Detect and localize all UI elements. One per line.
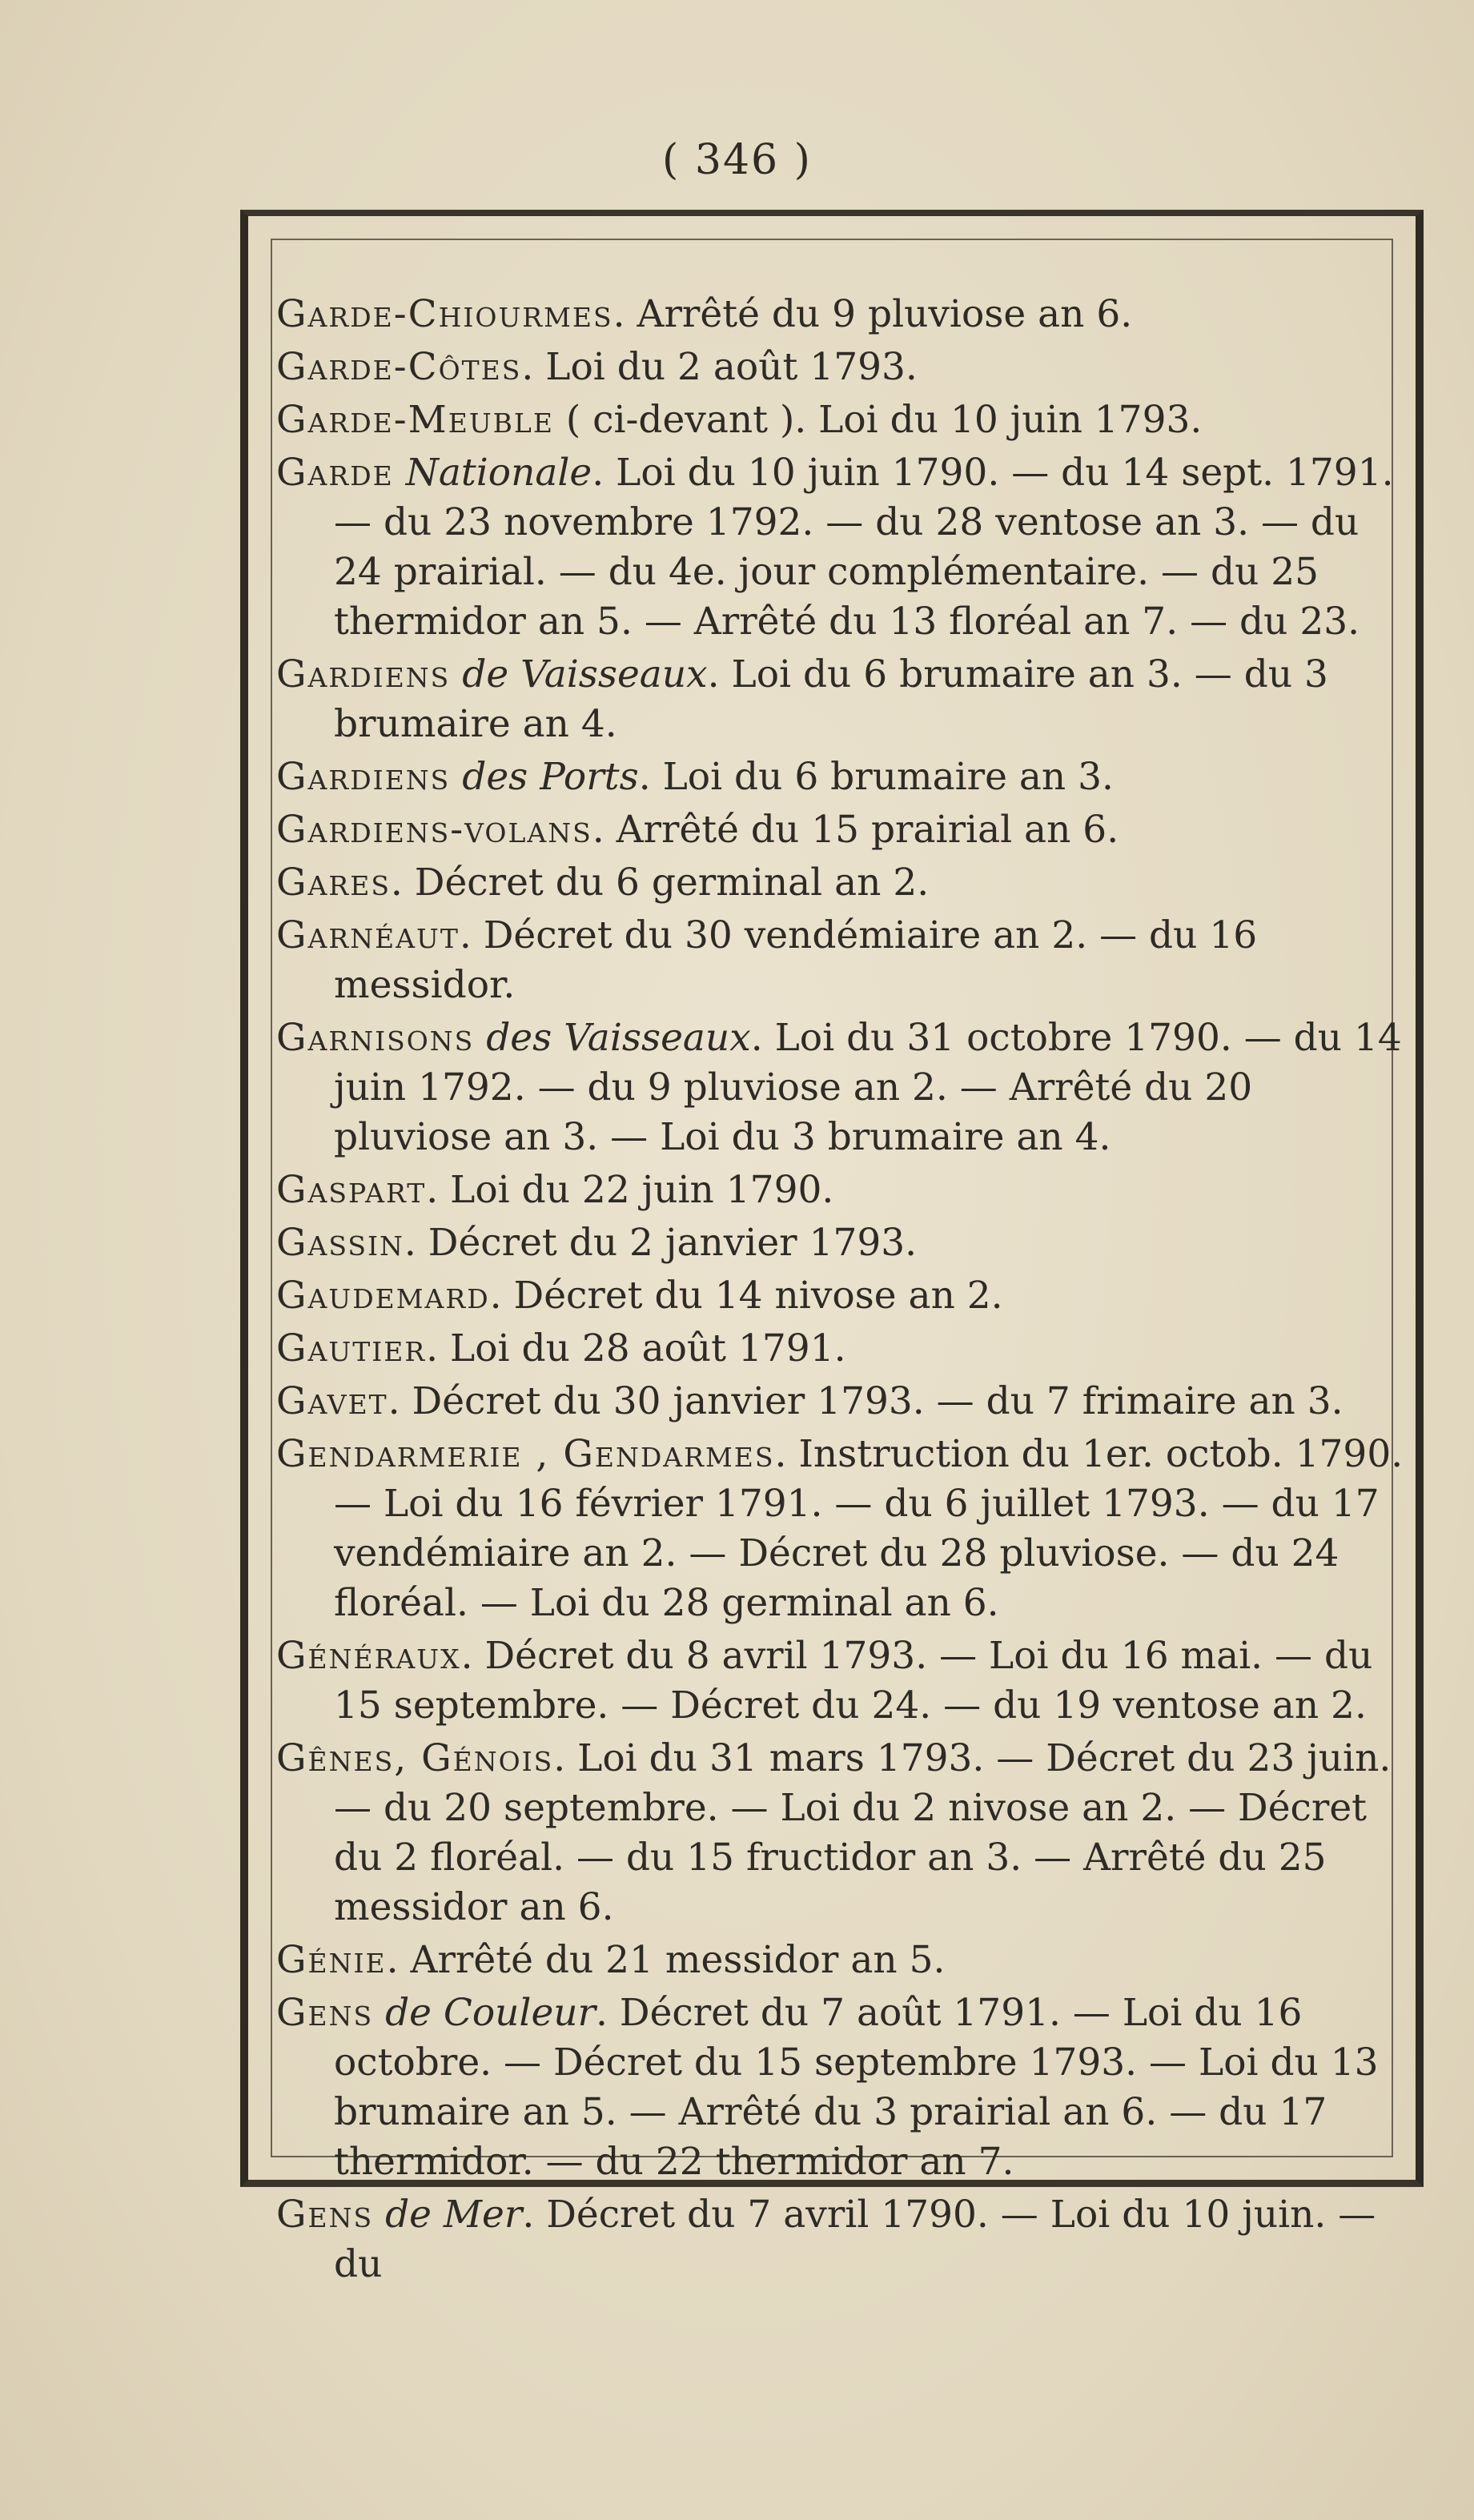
entry-heading: Garnisons bbox=[276, 1016, 475, 1060]
entry-heading: Gaudemard bbox=[276, 1274, 490, 1318]
entry-references: . Arrêté du 9 pluviose an 6. bbox=[612, 292, 1133, 336]
entry-references: . Loi du 31 mars 1793. — Décret du 23 juin. — du 20 septembre. — Loi du 2 nivose an 2. — Décret du 2 floréal. — du 15 fructidor an 3. — Arrêté du 25 messidor an 6. bbox=[334, 1736, 1392, 1929]
entry-qualifier: de Couleur bbox=[373, 1991, 596, 2035]
entry-references: . Loi du 2 août 1793. bbox=[521, 345, 918, 389]
entry-heading: Garde-Meuble bbox=[276, 398, 554, 442]
entry-references: . Arrêté du 21 messidor an 5. bbox=[386, 1938, 946, 1982]
entry-heading: Gassin bbox=[276, 1221, 404, 1265]
index-entry bbox=[276, 290, 1413, 339]
entry-heading: Génie bbox=[276, 1938, 387, 1982]
entry-qualifier: Nationale bbox=[393, 451, 592, 495]
entry-heading: Gênes, Génois bbox=[276, 1736, 554, 1780]
index-entry bbox=[276, 911, 1413, 1010]
entry-references: . Décret du 30 janvier 1793. — du 7 frimaire an 3. bbox=[388, 1379, 1343, 1423]
entry-references: . Décret du 6 germinal an 2. bbox=[390, 861, 930, 905]
index-entry bbox=[276, 1631, 1413, 1731]
entry-heading: Gares bbox=[276, 861, 391, 905]
index-entry bbox=[276, 448, 1413, 647]
index-entry bbox=[276, 1936, 1413, 1985]
page-number: ( 346 ) bbox=[662, 136, 812, 184]
index-entry bbox=[276, 1271, 1413, 1321]
entry-heading: Généraux bbox=[276, 1634, 461, 1678]
index-entry bbox=[276, 752, 1413, 802]
entry-heading: Gautier bbox=[276, 1326, 427, 1370]
entry-heading: Gardiens bbox=[276, 755, 451, 799]
entry-references: . Décret du 8 avril 1793. — Loi du 16 mai. — du 15 septembre. — Décret du 24. — du 19 ventose an 2. bbox=[334, 1634, 1373, 1727]
entry-heading: Gardiens bbox=[276, 652, 451, 696]
entry-heading: Gens bbox=[276, 2193, 374, 2237]
entry-heading: Garde bbox=[276, 451, 394, 495]
entry-qualifier: des Vaisseaux bbox=[474, 1016, 751, 1060]
entry-qualifier: des Ports bbox=[450, 755, 639, 799]
entry-references: . Instruction du 1er. octob. 1790. — Loi du 16 février 1791. — du 6 juillet 1793. — du 17 vendémiaire an 2. — Décret du 28 pluviose. — du 24 floréal. — Loi du 28 germinal an 6. bbox=[334, 1432, 1404, 1625]
entry-references: ( ci-devant ). Loi du 10 juin 1793. bbox=[553, 398, 1203, 442]
index-entry bbox=[276, 1430, 1413, 1628]
index-entry bbox=[276, 1013, 1413, 1162]
index-entry bbox=[276, 1988, 1413, 2187]
index-entry bbox=[276, 395, 1413, 445]
index-entry bbox=[276, 1734, 1413, 1932]
entry-heading: Gens bbox=[276, 1991, 374, 2035]
index-entry bbox=[276, 2190, 1413, 2289]
entry-references: . Loi du 6 brumaire an 3. bbox=[638, 755, 1114, 799]
entry-references: . Loi du 10 juin 1790. — du 14 sept. 1791. — du 23 novembre 1792. — du 28 ventose an 3. — du 24 prairial. — du 4e. jour complémentaire. — du 25 thermidor an 5. — Arrêté du 13 floréal an 7. — du 23. bbox=[334, 451, 1394, 644]
index-entries bbox=[276, 290, 1413, 2293]
entry-references: . Décret du 14 nivose an 2. bbox=[489, 1274, 1003, 1318]
entry-references: . Loi du 22 juin 1790. bbox=[426, 1168, 834, 1212]
entry-references: . Arrêté du 15 prairial an 6. bbox=[592, 808, 1119, 852]
index-entry bbox=[276, 1166, 1413, 1215]
index-entry bbox=[276, 650, 1413, 749]
entry-heading: Gendarmerie , Gendarmes bbox=[276, 1432, 775, 1476]
entry-heading: Garnéaut bbox=[276, 913, 460, 957]
entry-heading: Gavet bbox=[276, 1379, 388, 1423]
entry-references: . Décret du 2 janvier 1793. bbox=[404, 1221, 918, 1265]
entry-heading: Garde-Côtes bbox=[276, 345, 522, 389]
entry-qualifier: de Vaisseaux bbox=[450, 652, 708, 696]
entry-heading: Garde-Chiourmes bbox=[276, 292, 613, 336]
entry-references: . Loi du 28 août 1791. bbox=[426, 1326, 846, 1370]
entry-references: . Loi du 6 brumaire an 3. — du 3 brumaire an 4. bbox=[334, 652, 1328, 746]
entry-references: . Loi du 31 octobre 1790. — du 14 juin 1792. — du 9 pluviose an 2. — Arrêté du 20 pluviose an 3. — Loi du 3 brumaire an 4. bbox=[334, 1016, 1402, 1159]
index-entry bbox=[276, 1218, 1413, 1268]
index-entry bbox=[276, 858, 1413, 908]
index-entry bbox=[276, 343, 1413, 392]
entry-heading: Gardiens-volans bbox=[276, 808, 592, 852]
entry-references: . Décret du 7 août 1791. — Loi du 16 octobre. — Décret du 15 septembre 1793. — Loi du 13 brumaire an 5. — Arrêté du 3 prairial an 6. — du 17 thermidor. — du 22 thermidor an 7. bbox=[334, 1991, 1379, 2184]
index-entry bbox=[276, 805, 1413, 855]
entry-references: . Décret du 7 avril 1790. — Loi du 10 juin. — du bbox=[334, 2193, 1376, 2286]
index-entry bbox=[276, 1324, 1413, 1374]
index-entry bbox=[276, 1377, 1413, 1427]
entry-references: . Décret du 30 vendémiaire an 2. — du 16 messidor. bbox=[334, 913, 1258, 1007]
entry-qualifier: de Mer bbox=[373, 2193, 523, 2237]
entry-heading: Gaspart bbox=[276, 1168, 427, 1212]
